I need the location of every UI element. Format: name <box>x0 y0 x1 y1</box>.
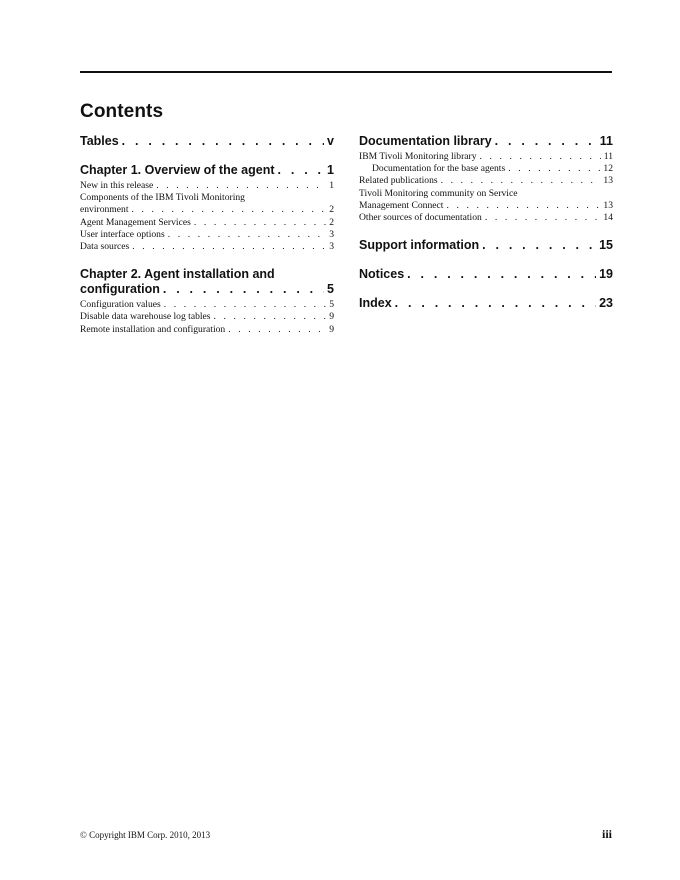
toc-entry-other-sources[interactable] <box>359 212 613 224</box>
toc-entry-label: Configuration values <box>80 299 161 311</box>
leader-dots <box>482 238 596 253</box>
toc-entry-label: User interface options <box>80 228 165 240</box>
top-rule <box>80 71 612 73</box>
toc-entry-label: environment <box>80 204 129 216</box>
toc-entry-chapter-1[interactable] <box>80 163 334 178</box>
leader-dots <box>194 217 326 229</box>
toc-entry-disable-warehouse[interactable] <box>80 311 334 323</box>
toc-entry-label: Remote installation and configuration <box>80 323 226 335</box>
toc-page-number: 1 <box>327 163 334 177</box>
toc-entry-base-agents[interactable] <box>359 163 613 175</box>
toc-page-number: 19 <box>599 267 613 282</box>
toc-page-number: 3 <box>329 228 334 240</box>
toc-entry-label: Agent Management Services <box>80 216 191 228</box>
toc-page-number: 23 <box>599 296 613 311</box>
leader-dots <box>163 282 324 297</box>
toc-page-number: 3 <box>329 241 334 253</box>
page-title: Contents <box>80 101 164 122</box>
toc-entry-community[interactable] <box>359 200 613 212</box>
leader-dots <box>407 267 596 282</box>
leader-dots <box>132 241 326 253</box>
page-number: iii <box>601 827 612 841</box>
leader-dots <box>214 311 327 323</box>
toc-page-number: 9 <box>329 311 334 323</box>
toc-entry-configuration-values[interactable] <box>80 299 334 311</box>
toc-page-number: 15 <box>599 238 613 253</box>
toc-entry-label: IBM Tivoli Monitoring library <box>359 151 477 162</box>
toc-entry-components-line1[interactable]: Components of the IBM Tivoli Monitoring <box>80 192 245 204</box>
toc-page-number: 14 <box>603 212 613 224</box>
leader-dots <box>164 299 326 311</box>
toc-entry-label: Notices <box>359 267 405 282</box>
toc-entry-label: Related publications <box>359 175 438 187</box>
toc-entry-related-publications[interactable] <box>359 175 613 187</box>
toc-entry-tivoli-library[interactable] <box>359 151 613 163</box>
toc-entry-label: Documentation library <box>359 134 492 148</box>
toc-entry-label: Tables <box>80 134 119 148</box>
leader-dots <box>395 296 596 311</box>
toc-entry-chapter-2-line1[interactable]: Chapter 2. Agent installation and <box>80 267 275 282</box>
toc-page-number: 11 <box>599 134 613 148</box>
toc-page-number: 2 <box>329 204 334 216</box>
toc-entry-documentation-library[interactable] <box>359 134 613 149</box>
toc-entry-new-in-release[interactable] <box>80 180 334 192</box>
leader-dots <box>122 134 324 149</box>
toc-entry-tables[interactable] <box>80 134 334 149</box>
toc-page-number: 11 <box>603 151 613 162</box>
toc-entry-label: Support information <box>359 238 480 253</box>
leader-dots <box>441 175 601 187</box>
leader-dots <box>156 180 326 192</box>
toc-entry-label: Other sources of documentation <box>359 212 482 224</box>
toc-entry-support[interactable] <box>359 238 613 253</box>
toc-page-number: 5 <box>329 299 334 311</box>
toc-page-number: 12 <box>603 163 613 175</box>
toc-right-column <box>359 134 613 311</box>
toc-entry-user-interface[interactable] <box>80 229 334 241</box>
toc-page-number: 13 <box>603 199 613 211</box>
toc-page-number: 1 <box>329 180 334 191</box>
toc-entry-index[interactable] <box>359 296 613 311</box>
toc-page-number: 5 <box>327 282 334 297</box>
leader-dots <box>480 151 601 163</box>
toc-entry-label: Chapter 1. Overview of the agent <box>80 163 275 177</box>
leader-dots <box>228 324 326 336</box>
leader-dots <box>495 134 597 149</box>
toc-entry-label: Index <box>359 296 392 311</box>
toc-entry-label: Management Connect <box>359 199 444 211</box>
toc-entry-components[interactable] <box>80 204 334 216</box>
toc-page-number: v <box>327 134 334 148</box>
toc-entry-label: Data sources <box>80 241 130 253</box>
toc-entry-community-line1[interactable]: Tivoli Monitoring community on Service <box>359 187 518 199</box>
toc-page-number: 9 <box>329 323 334 335</box>
leader-dots <box>508 163 600 175</box>
toc-entry-label: configuration <box>80 282 160 297</box>
leader-dots <box>446 200 600 212</box>
copyright-notice: © Copyright IBM Corp. 2010, 2013 <box>80 830 211 840</box>
toc-entry-remote-installation[interactable] <box>80 324 334 336</box>
toc-left-column <box>80 134 334 336</box>
toc-page-number: 2 <box>329 216 334 228</box>
toc-page-number: 13 <box>603 175 613 187</box>
leader-dots <box>168 229 326 241</box>
toc-entry-notices[interactable] <box>359 267 613 282</box>
toc-entry-agent-management[interactable] <box>80 217 334 229</box>
toc-entry-data-sources[interactable] <box>80 241 334 253</box>
toc-entry-label: Documentation for the base agents <box>372 163 506 175</box>
leader-dots <box>278 163 325 178</box>
leader-dots <box>485 212 601 224</box>
toc-entry-label: New in this release <box>80 180 154 191</box>
toc-entry-label: Disable data warehouse log tables <box>80 311 211 323</box>
leader-dots <box>132 204 327 216</box>
toc-entry-chapter-2[interactable] <box>80 282 334 297</box>
